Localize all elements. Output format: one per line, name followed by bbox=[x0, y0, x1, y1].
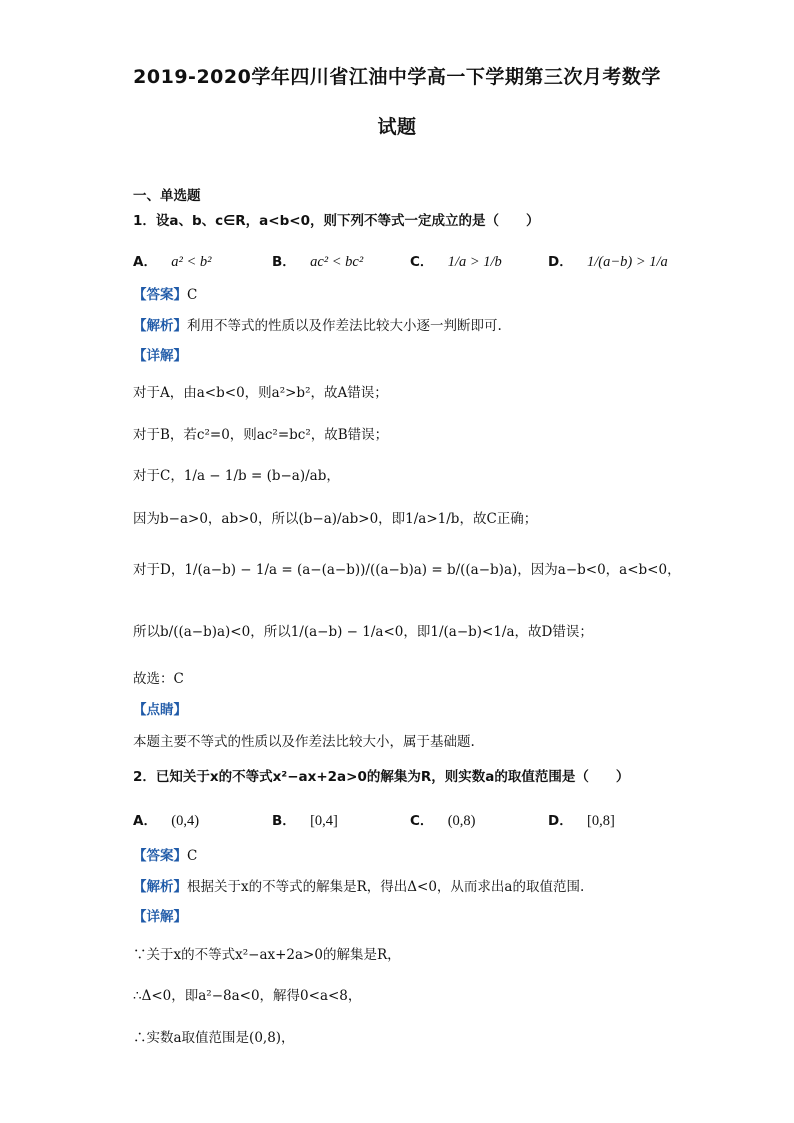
q1-option-b-text: ac² < bc² bbox=[310, 254, 364, 270]
q1-detail-d2: 所以b/((a−b)a)<0，所以1/(a−b) − 1/a<0，即1/(a−b)<1/a，故D错误； bbox=[133, 624, 593, 640]
q1-option-c bbox=[410, 250, 502, 271]
q2-answer-tag: 【答案】 bbox=[133, 848, 187, 864]
q1-answer-tag: 【答案】 bbox=[133, 287, 187, 303]
document-title-line1: 2019-2020学年四川省江油中学高一下学期第三次月考数学 bbox=[133, 66, 661, 88]
section-heading: 一、单选题 bbox=[133, 188, 201, 204]
q2-option-d-label: D． bbox=[548, 813, 573, 829]
q2-option-b-text: [0,4] bbox=[310, 813, 338, 829]
q1-option-b bbox=[272, 250, 363, 271]
q1-option-c-label: C． bbox=[410, 254, 434, 270]
q2-detail-3: ∴实数a取值范围是(0,8)， bbox=[133, 1030, 295, 1046]
q1-detail-b: 对于B，若c²=0，则ac²=bc²，故B错误； bbox=[133, 427, 389, 443]
q2-option-a bbox=[133, 809, 199, 830]
q2-option-b-label: B． bbox=[272, 813, 296, 829]
q1-detail-tag: 【详解】 bbox=[133, 348, 187, 364]
q1-option-a bbox=[133, 250, 211, 271]
q1-detail-c1: 对于C，1/a − 1/b = (b−a)/ab， bbox=[133, 468, 340, 484]
q2-detail-2: ∴Δ<0，即a²−8a<0，解得0<a<8， bbox=[133, 988, 362, 1004]
q1-option-d-label: D． bbox=[548, 254, 573, 270]
q1-analysis-text: 利用不等式的性质以及作差法比较大小逐一判断即可. bbox=[187, 318, 502, 334]
q1-analysis-tag: 【解析】 bbox=[133, 318, 187, 334]
q1-comment-tag: 【点睛】 bbox=[133, 702, 187, 718]
q1-option-d bbox=[548, 250, 668, 271]
q1-option-a-text: a² < b² bbox=[171, 254, 212, 270]
q2-analysis bbox=[133, 877, 584, 897]
q1-stem: 1．设a、b、c∈R，a<b<0，则下列不等式一定成立的是（ ） bbox=[133, 213, 540, 229]
q2-option-a-label: A． bbox=[133, 813, 157, 829]
q2-option-d bbox=[548, 809, 615, 830]
q2-analysis-text: 根据关于x的不等式的解集是R，得出Δ<0，从而求出a的取值范围. bbox=[187, 879, 585, 895]
q2-option-c-text: (0,8) bbox=[447, 813, 476, 829]
q1-option-c-text: 1/a > 1/b bbox=[447, 254, 502, 270]
q2-option-c bbox=[410, 809, 476, 830]
q1-comment: 本题主要不等式的性质以及作差法比较大小，属于基础题. bbox=[133, 734, 475, 750]
q2-answer bbox=[133, 846, 197, 866]
q1-detail-a: 对于A，由a<b<0，则a²>b²，故A错误； bbox=[133, 385, 388, 401]
q2-option-b bbox=[272, 809, 338, 830]
q1-detail-c2: 因为b−a>0，ab>0，所以(b−a)/ab>0，即1/a>1/b，故C正确； bbox=[133, 511, 538, 527]
q2-detail-tag: 【详解】 bbox=[133, 909, 187, 925]
q2-answer-value: C bbox=[187, 848, 198, 864]
q1-option-b-label: B． bbox=[272, 254, 296, 270]
q2-option-a-text: (0,4) bbox=[171, 813, 200, 829]
q1-detail-d1: 对于D，1/(a−b) − 1/a = (a−(a−b))/((a−b)a) = b/((a−b)a)，因为a−b<0，a<b<0， bbox=[133, 562, 681, 578]
q2-stem: 2．已知关于x的不等式x²−ax+2a>0的解集为R，则实数a的取值范围是（ ） bbox=[133, 769, 630, 785]
q1-option-a-label: A． bbox=[133, 254, 157, 270]
q2-detail-1: ∵关于x的不等式x²−ax+2a>0的解集是R， bbox=[133, 947, 401, 963]
q1-answer-value: C bbox=[187, 287, 198, 303]
q1-choose: 故选：C bbox=[133, 671, 184, 687]
q1-analysis bbox=[133, 316, 502, 336]
q1-answer bbox=[133, 285, 197, 305]
document-title-line2: 试题 bbox=[377, 116, 417, 138]
q2-option-d-text: [0,8] bbox=[587, 813, 615, 829]
q1-option-d-text: 1/(a−b) > 1/a bbox=[587, 254, 668, 270]
q2-analysis-tag: 【解析】 bbox=[133, 879, 187, 895]
q2-option-c-label: C． bbox=[410, 813, 434, 829]
